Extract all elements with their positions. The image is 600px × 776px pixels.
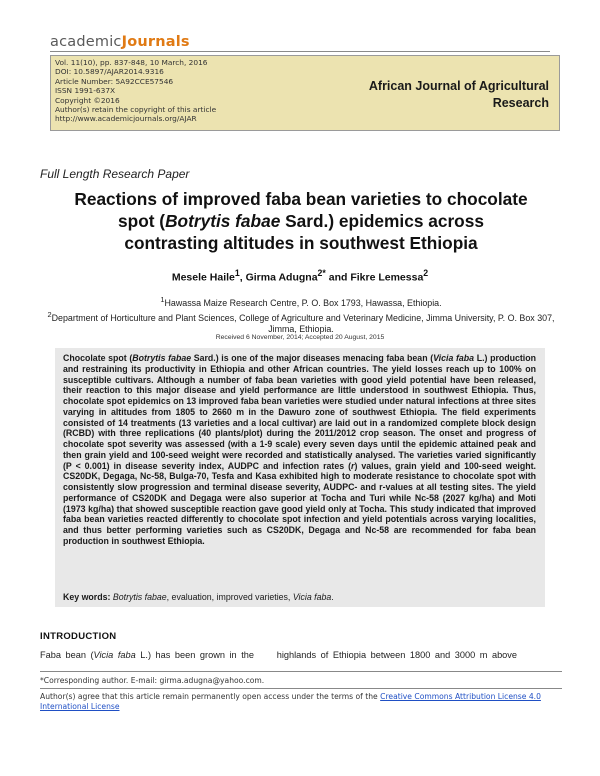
abstract-box <box>55 348 545 607</box>
intro-part-1: Faba bean ( <box>40 650 94 660</box>
affiliation-2-text: Department of Horticulture and Plant Sciences, College of Agriculture and Veterinary Medicine, Jimma University, P. O. Box 307, Jimma, Ethiopia. <box>51 312 555 334</box>
meta-issn: ISSN 1991-637X <box>55 86 116 96</box>
intro-part-2: L.) has been grown in the <box>135 650 254 660</box>
paper-title <box>34 188 568 254</box>
paper-type: Full Length Research Paper <box>40 167 190 181</box>
abstract-species-1: Botrytis fabae <box>132 353 192 363</box>
author-2: , Girma Adugna <box>239 271 318 284</box>
footer-divider-bottom <box>40 688 562 689</box>
license-link[interactable]: Creative Commons Attribution License 4.0 International License <box>40 692 541 711</box>
journal-name: African Journal of Agricultural Research <box>368 79 549 110</box>
abstract-part-2: Sard.) is one of the major diseases menacing faba bean ( <box>191 353 434 363</box>
journal-meta-box <box>50 55 560 131</box>
keywords <box>63 592 334 602</box>
author-3-sup: 2 <box>423 268 429 278</box>
keyword-2: , evaluation, improved varieties, <box>166 592 293 602</box>
corresponding-author: *Corresponding author. E-mail: girma.adugna@yahoo.com. <box>40 676 265 685</box>
meta-copyright: Copyright ©2016 <box>55 95 120 105</box>
title-line-2-pre: spot ( <box>118 211 166 231</box>
abstract-species-2: Vicia faba <box>433 353 475 363</box>
publisher-logo <box>50 34 190 50</box>
affiliation-1-sup: 1 <box>160 295 165 304</box>
logo-suffix: Journals <box>121 34 190 50</box>
footer-divider-top <box>40 671 562 672</box>
title-line-3: contrasting altitudes in southwest Ethiopia <box>124 233 478 253</box>
affiliation-1 <box>40 294 562 309</box>
affiliation-1-text: Hawassa Maize Research Centre, P. O. Box 1793, Hawassa, Ethiopia. <box>164 297 442 308</box>
intro-part-3: highlands of Ethiopia between 1800 and 3000 m above <box>276 650 517 660</box>
author-2-sup: 2* <box>317 268 326 278</box>
introduction-heading: INTRODUCTION <box>40 631 117 642</box>
author-1: Mesele Haile <box>171 271 235 284</box>
intro-species: Vicia faba <box>93 650 136 660</box>
received-dates: Received 6 November, 2014; Accepted 20 August, 2015 <box>215 334 385 341</box>
meta-volume: Vol. 11(10), pp. 837-848, 10 March, 2016 <box>55 58 208 67</box>
abstract-part-3: L.) production and restraining its productivity in Ethiopia and other African countries. The yield losses reach up to 100% on susceptible cultivars. Although a number of faba bean varieties with good yield potential have been released, their reaction to this major disease and yield performance are little understood in southwest Ethiopia. Thus, chocolate spot epidemics on 13 improved faba bean varieties were studied under natural infections at three sites varying in altitudes from 1805 to 2660 m in the Dawuro zone of southwest Ethiopia. The field experiments consisted of 14 treatments (13 varieties and a local cultivar) are laid out in a randomized complete block design (RCBD) with three replications (40 plants/plot) during the 2011/2012 crop season. The onset and progress of chocolate spot severity was assessed (with a 1-9 scale) every seven days until the epidemic attained peak and then grain yield and 100-seed weight were recorded and statistically analysed. The varieties varied significantly (P < 0.001) in disease severity index, AUDPC and infection rates ( <box>63 353 537 471</box>
affiliation-2-sup: 2 <box>47 309 52 319</box>
keyword-3: Vicia faba <box>292 592 332 602</box>
abstract-symbol-r: r <box>351 460 355 471</box>
title-line-1: Reactions of improved faba bean varieties to chocolate <box>74 189 528 209</box>
license-notice <box>40 692 562 712</box>
title-line-2 <box>34 210 568 232</box>
introduction-text <box>40 650 562 660</box>
author-list <box>0 268 600 284</box>
meta-article-number: Article Number: 5A92CCE57546 <box>55 76 174 86</box>
meta-doi: DOI: 10.5897/AJAR2014.9316 <box>55 67 164 77</box>
author-1-sup: 1 <box>234 268 240 278</box>
title-species: Botrytis fabae <box>165 211 281 231</box>
logo-divider <box>50 51 550 52</box>
author-3: and Fikre Lemessa <box>325 271 424 284</box>
logo-prefix: academic <box>50 34 122 50</box>
meta-url[interactable]: http://www.academicjournals.org/AJAR <box>55 114 197 124</box>
abstract-text <box>63 353 536 547</box>
abstract-part-4: ) values, grain yield and 100-seed weight. CS20DK, Degaga, Nc-58, Bulga-70, Tesfa and Kasa exhibited high to moderate resistance to chocolate spot with consistently slow progression and terminal disease severity, AUDPC- and r-values at all testing sites. The yield performance of CS20DK and Degaga were also superior at Tocha and Turi while Nc-58 (2027 kg/ha) and Moti (1973 kg/ha) that showed susceptible reaction gave good yield only at Tocha. This study indicated that improved faba bean varieties reacted differently to chocolate spot infection and yield potentials across varying localities, and thus better performing varieties such as CS20DK, Degaga and Nc-58 are recommended for faba bean production in southwest Ethiopia. <box>63 460 536 546</box>
keyword-end: . <box>331 592 334 602</box>
abstract-part-1: Chocolate spot ( <box>63 353 133 363</box>
license-text: Author(s) agree that this article remain permanently open access under the terms of the <box>40 692 381 701</box>
affiliations <box>40 294 562 335</box>
affiliation-2 <box>40 309 562 335</box>
title-line-2-post: Sard.) epidemics across <box>280 211 484 231</box>
article-meta <box>55 58 305 124</box>
keywords-label: Key words: <box>63 592 111 602</box>
meta-rights: Author(s) retain the copyright of this article <box>55 105 217 115</box>
keyword-1: Botrytis fabae <box>112 592 167 602</box>
